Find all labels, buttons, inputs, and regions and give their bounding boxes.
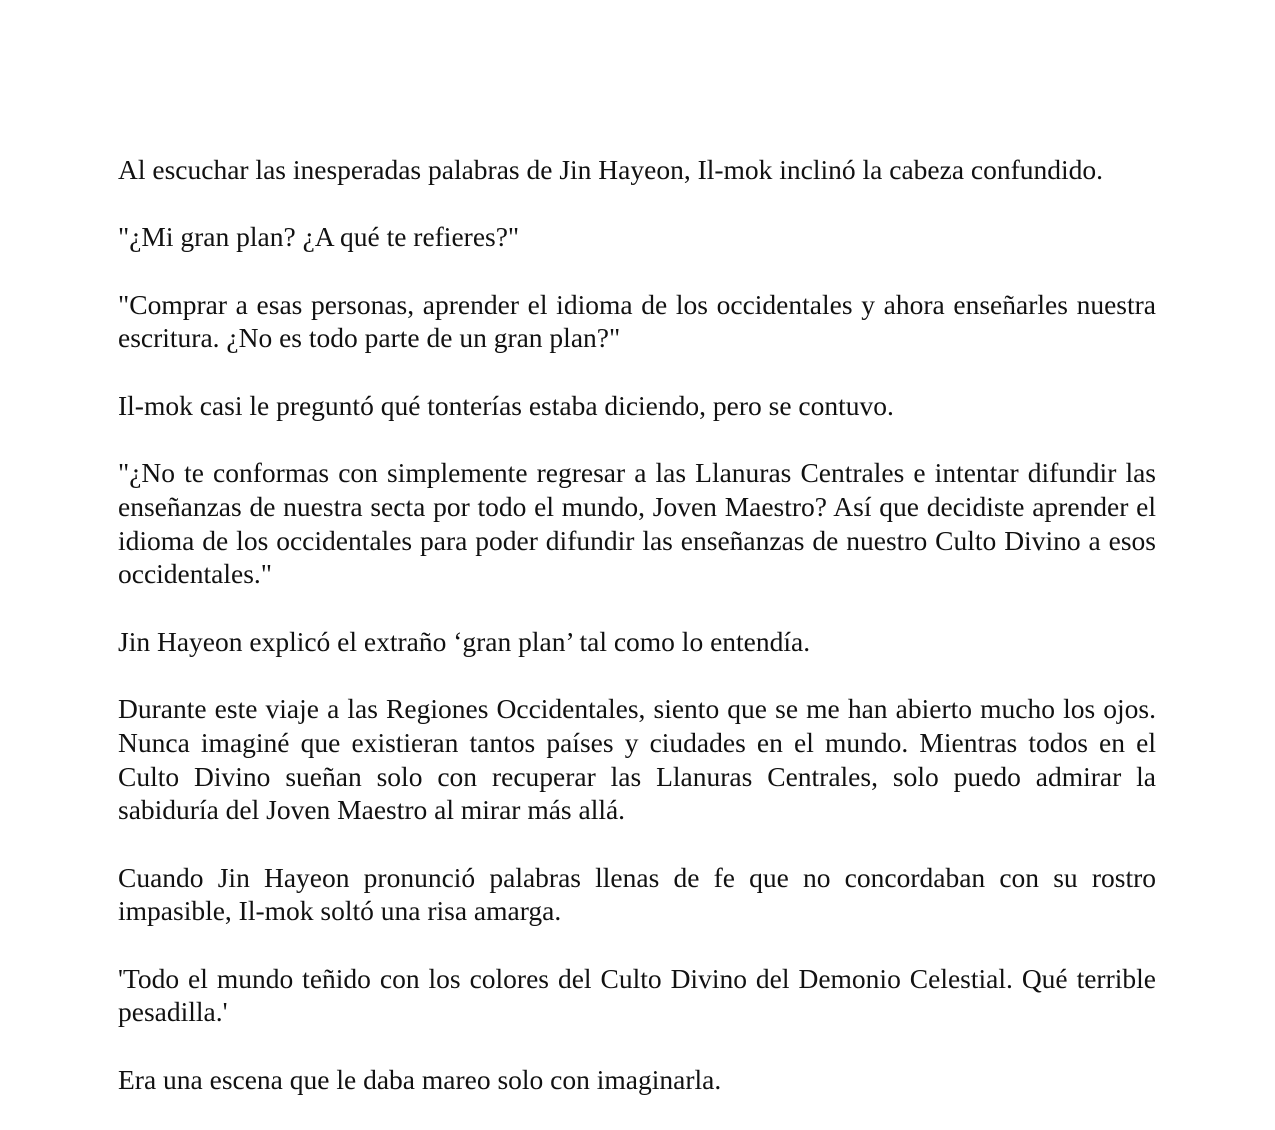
paragraph: Cuando Jin Hayeon pronunció palabras llenas de fe que no concordaban con su rostro impasible, Il-mok soltó una risa amarga. xyxy=(118,861,1156,927)
paragraph: "Comprar a esas personas, aprender el idioma de los occidentales y ahora enseñarles nuestra escritura. ¿No es todo parte de un gran plan?" xyxy=(118,288,1156,354)
paragraph: 'Todo el mundo teñido con los colores del Culto Divino del Demonio Celestial. Qué terrible pesadilla.' xyxy=(118,962,1156,1028)
paragraph: Era una escena que le daba mareo solo con imaginarla. xyxy=(118,1063,722,1095)
document-body xyxy=(118,153,1156,1097)
paragraph: Jin Hayeon explicó el extraño ‘gran plan’ tal como lo entendía. xyxy=(118,625,811,657)
paragraph: Al escuchar las inesperadas palabras de Jin Hayeon, Il-mok inclinó la cabeza confundido. xyxy=(118,154,1104,185)
paragraph: "¿No te conformas con simplemente regresar a las Llanuras Centrales e intentar difundir las enseñanzas de nuestra secta por todo el mundo, Joven Maestro? Así que decidiste aprender el idioma de los occidentales para poder difundir las enseñanzas de nuestro Culto Divino a esos occidentales." xyxy=(118,457,1156,590)
paragraph: "¿Mi gran plan? ¿A qué te refieres?" xyxy=(118,221,520,253)
paragraph: Durante este viaje a las Regiones Occidentales, siento que se me han abierto mucho los ojos. Nunca imaginé que existieran tantos países y ciudades en el mundo. Mientras todos en el Culto Divino sueñan solo con recuperar las Llanuras Centrales, solo puedo admirar la sabiduría del Joven Maestro al mirar más allá. xyxy=(118,693,1156,826)
paragraph: Il-mok casi le preguntó qué tonterías estaba diciendo, pero se contuvo. xyxy=(118,389,894,421)
